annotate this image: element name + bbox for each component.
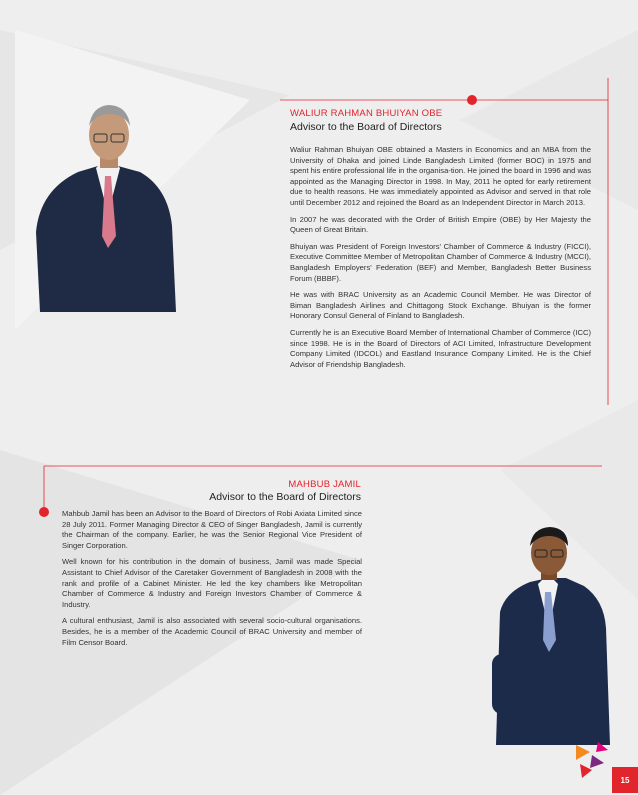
person1-bio-paragraph: Waliur Rahman Bhuiyan OBE obtained a Masters in Economics and an MBA from the University of Dhaka and joined Linde Bangladesh Limited (former BOC) in 1975 and spent his entire professional life in the organisa-tion. He joined the board in 1996 and was appointed as the Managing Director in 1998. In May, 2011 he opted for early retirement due to health reasons. He was immediately appointed as Advisor and served in that role until December 2012 and rejoined the Board as an Independent Director in March 2013. (290, 145, 591, 207)
person2-bio-paragraph: Mahbub Jamil has been an Advisor to the Board of Directors of Robi Axiata Limited since 28 July 2011. Former Managing Director & CEO of Singer Bangladesh, Jamil is currently the Chairman of the company. Earlier, he was the Senior Regional Vice President of Singer Corporation. (62, 509, 362, 550)
person2-name: MAHBUB JAMIL (288, 479, 361, 490)
person2-role: Advisor to the Board of Directors (209, 491, 361, 503)
section2-dot (39, 507, 49, 517)
person1-role: Advisor to the Board of Directors (290, 121, 442, 133)
section1-dot (467, 95, 477, 105)
person1-name: WALIUR RAHMAN BHUIYAN OBE (290, 108, 443, 119)
person1-bio-paragraph: Currently he is an Executive Board Member of International Chamber of Commerce (ICC) since 1998. He is in the Board of Directors of ACI Limited, Infrastructure Development Company Limited (IDCOL) and Eastland Insurance Company Limited. He is the Chief Advisor of Friendship Bangladesh. (290, 327, 591, 369)
person1-bio-paragraph: He was with BRAC University as an Academic Council Member. He was Director of Biman Bangladesh Airlines and Chittagong Stock Exchange. Bhuiyan is the former Honorary Consul General of Finland to Bangladesh. (290, 290, 591, 321)
person2-bio (62, 509, 362, 654)
page-number: 15 (612, 767, 638, 793)
person1-bio (290, 145, 591, 376)
person1-bio-paragraph: Bhuiyan was President of Foreign Investors' Chamber of Commerce & Industry (FICCI), Executive Committee Member of Metropolitan Chamber of Commerce & Industry (MCCI), Bangladesh Employers' Federation (BEF) and Member, Bangladesh Better Business Forum (BBBF). (290, 241, 591, 283)
person1-bio-paragraph: In 2007 he was decorated with the Order of British Empire (OBE) by Her Majesty the Queen of Great Britain. (290, 214, 591, 235)
person2-bio-paragraph: A cultural enthusiast, Jamil is also associated with several socio-cultural organisations. Besides, he is a member of the Academic Council of BRAC University and member of Film Censor Board. (62, 616, 362, 647)
person2-bio-paragraph: Well known for his contribution in the domain of business, Jamil was made Special Assistant to Chief Advisor of the Caretaker Government of Bangladesh in 2008 with the rank and profile of a Cabinet Minister. He led the key chambers like Metropolitan Chamber of Commerce & Industry and Foreign Investors Chamber of Commerce & Industry. (62, 557, 362, 609)
